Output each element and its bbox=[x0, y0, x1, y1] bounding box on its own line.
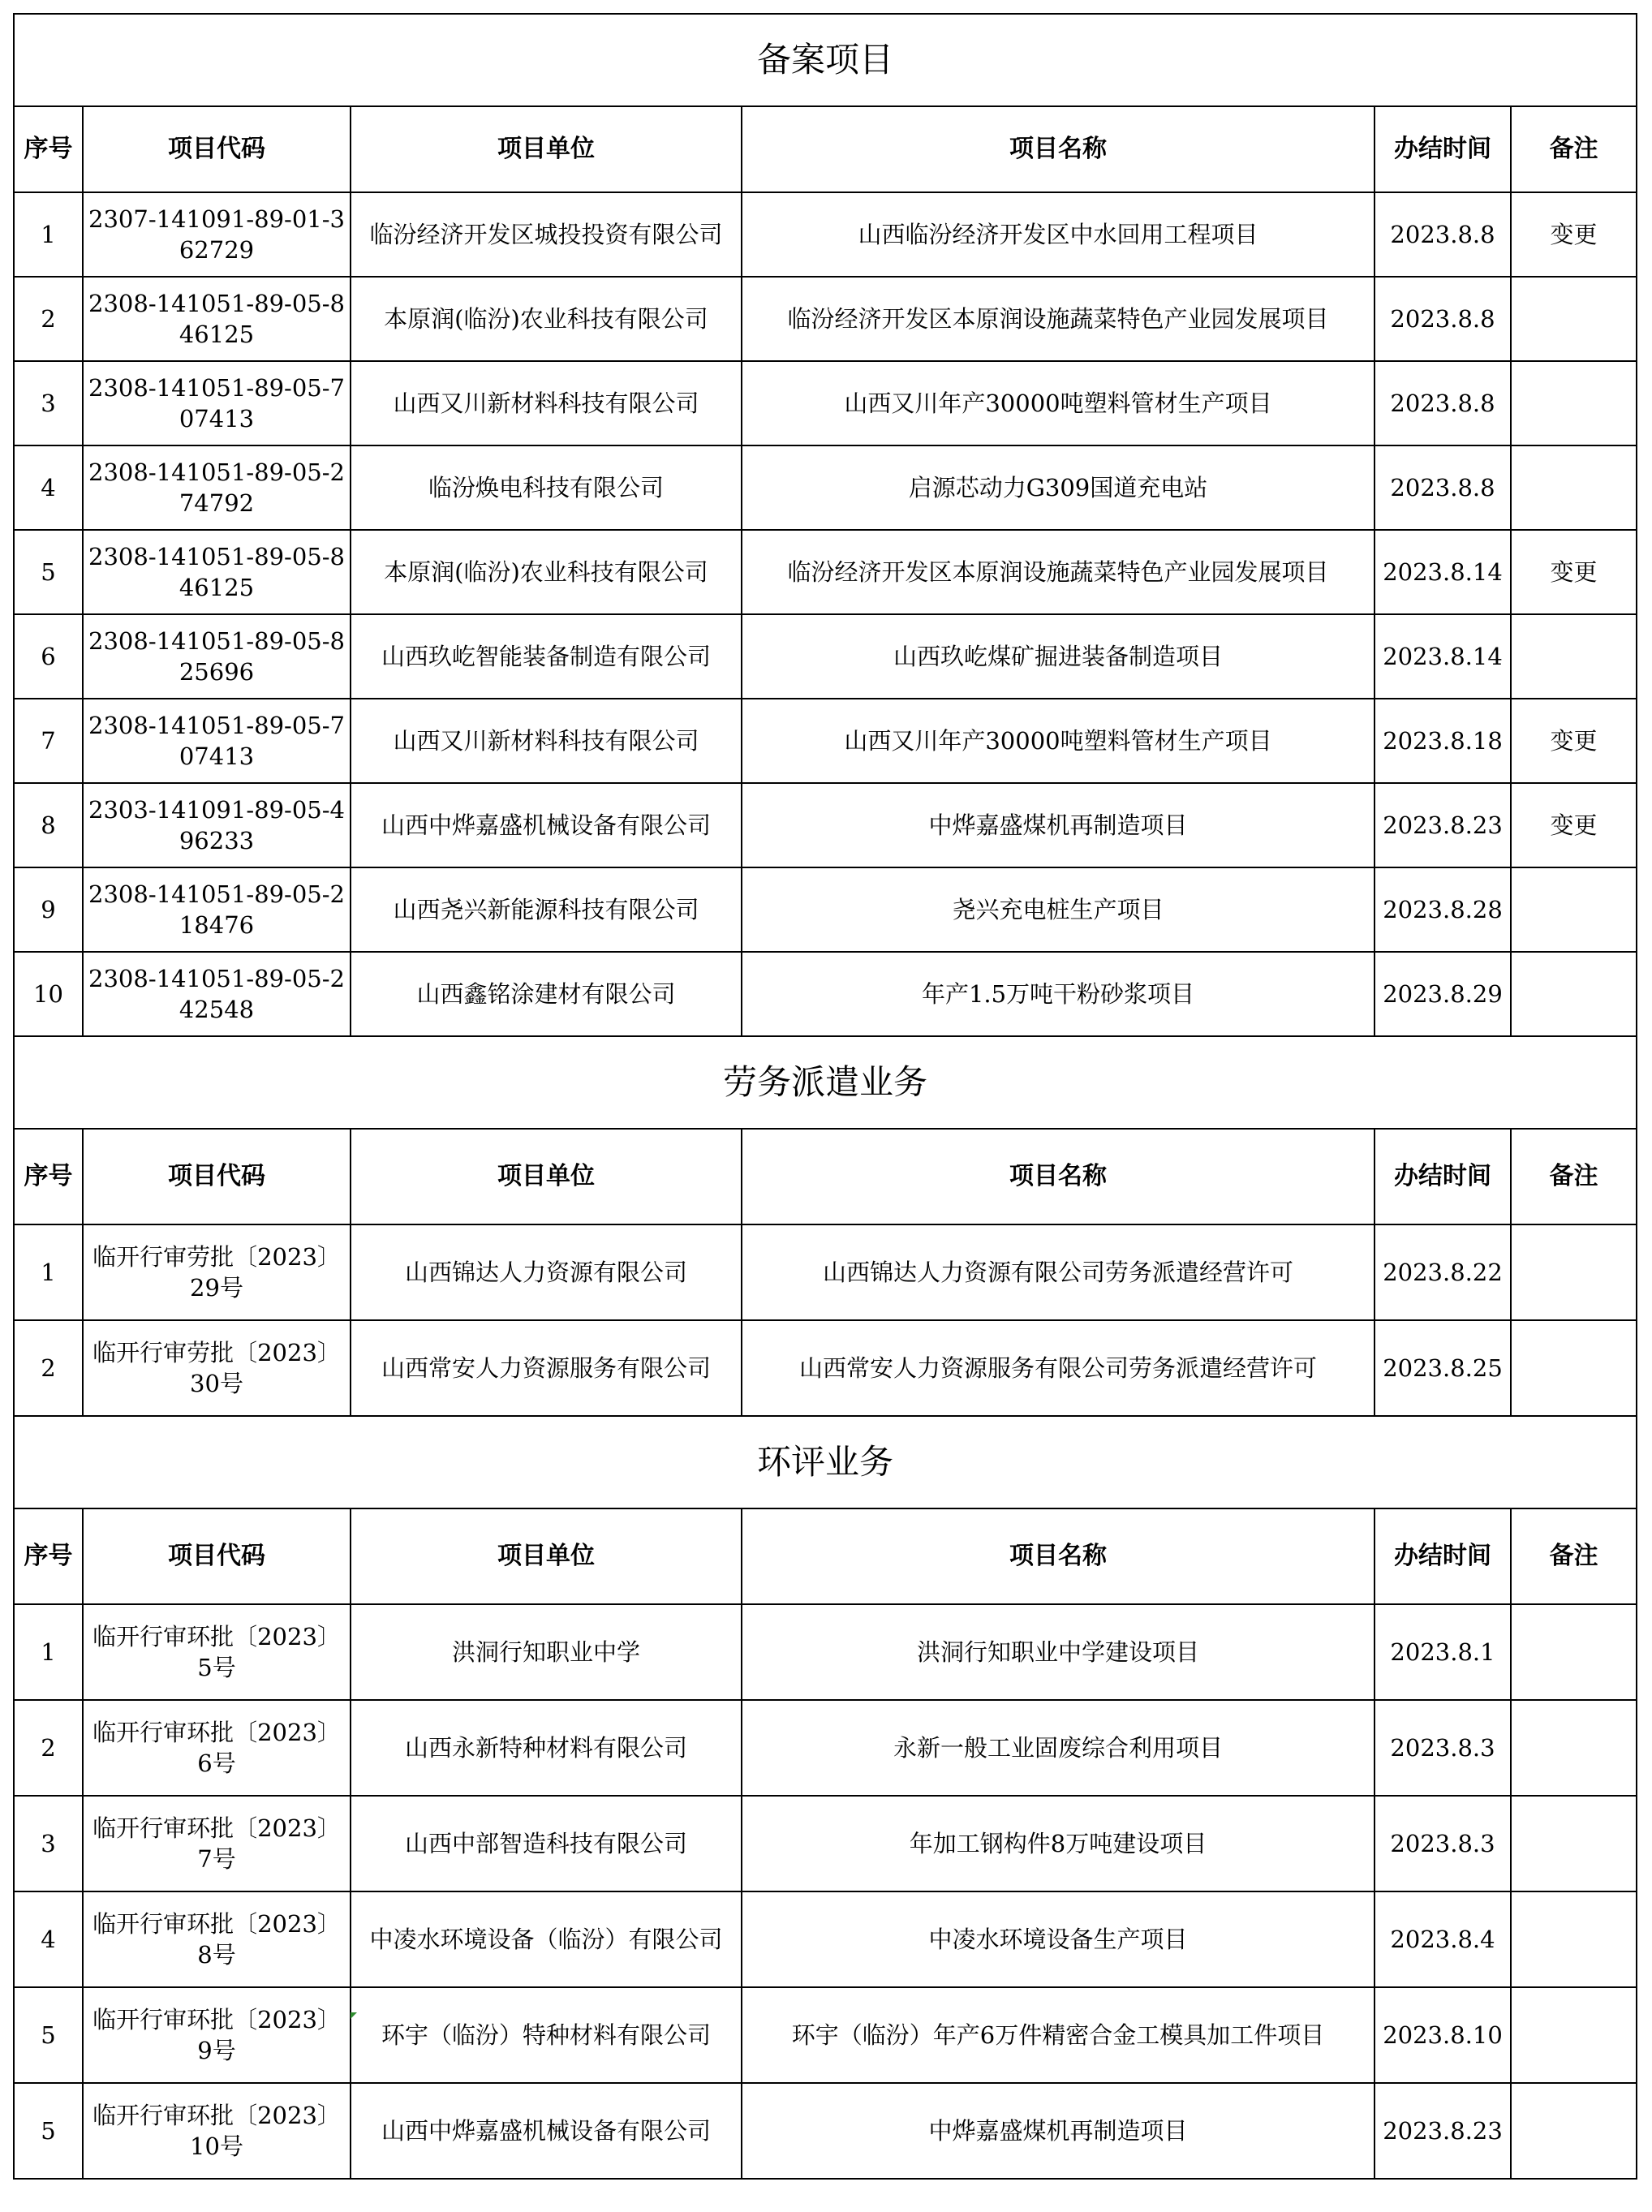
section-title-row bbox=[14, 1416, 1637, 1508]
column-header-code: 项目代码 bbox=[83, 106, 351, 192]
cell-unit: 山西永新特种材料有限公司 bbox=[351, 1700, 742, 1796]
cell-seq: 2 bbox=[14, 1320, 83, 1416]
cell-name: 山西玖屹煤矿掘进装备制造项目 bbox=[742, 614, 1375, 699]
cell-date: 2023.8.28 bbox=[1375, 867, 1511, 952]
cell-code: 2308-141051-89-05-846125 bbox=[83, 530, 351, 614]
cell-seq: 6 bbox=[14, 614, 83, 699]
table-row bbox=[14, 192, 1637, 277]
column-header-note: 备注 bbox=[1511, 1508, 1637, 1604]
cell-code: 2308-141051-89-05-707413 bbox=[83, 699, 351, 783]
cell-seq: 2 bbox=[14, 1700, 83, 1796]
cell-name: 山西常安人力资源服务有限公司劳务派遣经营许可 bbox=[742, 1320, 1375, 1416]
cell-unit: 临汾经济开发区城投投资有限公司 bbox=[351, 192, 742, 277]
table-row bbox=[14, 1796, 1637, 1891]
column-header-unit: 项目单位 bbox=[351, 106, 742, 192]
cell-date: 2023.8.3 bbox=[1375, 1796, 1511, 1891]
section-title-row bbox=[14, 1036, 1637, 1129]
cell-name: 山西锦达人力资源有限公司劳务派遣经营许可 bbox=[742, 1224, 1375, 1320]
cell-date: 2023.8.18 bbox=[1375, 699, 1511, 783]
cell-note bbox=[1511, 361, 1637, 445]
cell-code: 2308-141051-89-05-242548 bbox=[83, 952, 351, 1036]
cell-code: 2308-141051-89-05-274792 bbox=[83, 445, 351, 530]
column-header-date: 办结时间 bbox=[1375, 1129, 1511, 1224]
cell-unit: 山西鑫铭涂建材有限公司 bbox=[351, 952, 742, 1036]
cell-code: 临开行审环批〔2023〕8号 bbox=[83, 1891, 351, 1987]
cell-date: 2023.8.25 bbox=[1375, 1320, 1511, 1416]
cell-date: 2023.8.23 bbox=[1375, 783, 1511, 867]
table-row bbox=[14, 530, 1637, 614]
cell-name: 中烨嘉盛煤机再制造项目 bbox=[742, 783, 1375, 867]
approval-table bbox=[13, 13, 1637, 2180]
cell-code: 临开行审环批〔2023〕9号 bbox=[83, 1987, 351, 2083]
column-header-name: 项目名称 bbox=[742, 1508, 1375, 1604]
cell-code: 2308-141051-89-05-846125 bbox=[83, 277, 351, 361]
cell-seq: 3 bbox=[14, 361, 83, 445]
cell-note bbox=[1511, 1224, 1637, 1320]
column-header-code: 项目代码 bbox=[83, 1129, 351, 1224]
cell-seq: 4 bbox=[14, 445, 83, 530]
cell-date: 2023.8.14 bbox=[1375, 530, 1511, 614]
cell-note bbox=[1511, 952, 1637, 1036]
cell-note bbox=[1511, 1796, 1637, 1891]
table-row bbox=[14, 952, 1637, 1036]
cell-unit: 山西又川新材料科技有限公司 bbox=[351, 361, 742, 445]
cell-date: 2023.8.23 bbox=[1375, 2083, 1511, 2179]
cell-name: 山西又川年产30000吨塑料管材生产项目 bbox=[742, 361, 1375, 445]
header-row bbox=[14, 1129, 1637, 1224]
cell-seq: 3 bbox=[14, 1796, 83, 1891]
cell-seq: 7 bbox=[14, 699, 83, 783]
cell-date: 2023.8.8 bbox=[1375, 277, 1511, 361]
cell-date: 2023.8.22 bbox=[1375, 1224, 1511, 1320]
table-row bbox=[14, 1320, 1637, 1416]
table-row bbox=[14, 1987, 1637, 2083]
cell-seq: 5 bbox=[14, 530, 83, 614]
section-title: 劳务派遣业务 bbox=[14, 1036, 1637, 1129]
cell-note: 变更 bbox=[1511, 192, 1637, 277]
cell-date: 2023.8.8 bbox=[1375, 445, 1511, 530]
cell-unit: 山西中部智造科技有限公司 bbox=[351, 1796, 742, 1891]
cell-unit: 山西中烨嘉盛机械设备有限公司 bbox=[351, 783, 742, 867]
cell-date: 2023.8.29 bbox=[1375, 952, 1511, 1036]
cell-code: 临开行审环批〔2023〕7号 bbox=[83, 1796, 351, 1891]
table-row bbox=[14, 867, 1637, 952]
table-row bbox=[14, 2083, 1637, 2179]
cell-seq: 1 bbox=[14, 1604, 83, 1700]
cell-code: 临开行审环批〔2023〕10号 bbox=[83, 2083, 351, 2179]
column-header-unit: 项目单位 bbox=[351, 1508, 742, 1604]
cell-date: 2023.8.14 bbox=[1375, 614, 1511, 699]
cell-name: 中烨嘉盛煤机再制造项目 bbox=[742, 2083, 1375, 2179]
cell-note: 变更 bbox=[1511, 699, 1637, 783]
cell-name: 年产1.5万吨干粉砂浆项目 bbox=[742, 952, 1375, 1036]
cell-unit: 洪洞行知职业中学 bbox=[351, 1604, 742, 1700]
header-row bbox=[14, 106, 1637, 192]
column-header-name: 项目名称 bbox=[742, 1129, 1375, 1224]
cell-date: 2023.8.3 bbox=[1375, 1700, 1511, 1796]
column-header-seq: 序号 bbox=[14, 1129, 83, 1224]
cell-name: 中凌水环境设备生产项目 bbox=[742, 1891, 1375, 1987]
cell-name: 洪洞行知职业中学建设项目 bbox=[742, 1604, 1375, 1700]
column-header-date: 办结时间 bbox=[1375, 106, 1511, 192]
cell-seq: 5 bbox=[14, 2083, 83, 2179]
cell-unit: 山西常安人力资源服务有限公司 bbox=[351, 1320, 742, 1416]
table-row bbox=[14, 361, 1637, 445]
cell-name: 启源芯动力G309国道充电站 bbox=[742, 445, 1375, 530]
cell-unit: 环宇（临汾）特种材料有限公司 bbox=[351, 1987, 742, 2083]
cell-note bbox=[1511, 867, 1637, 952]
table-row bbox=[14, 1700, 1637, 1796]
cell-code: 临开行审环批〔2023〕5号 bbox=[83, 1604, 351, 1700]
table-row bbox=[14, 699, 1637, 783]
cell-date: 2023.8.8 bbox=[1375, 192, 1511, 277]
cell-date: 2023.8.1 bbox=[1375, 1604, 1511, 1700]
cell-unit: 山西中烨嘉盛机械设备有限公司 bbox=[351, 2083, 742, 2179]
cell-date: 2023.8.4 bbox=[1375, 1891, 1511, 1987]
column-header-seq: 序号 bbox=[14, 1508, 83, 1604]
section-title: 备案项目 bbox=[14, 14, 1637, 106]
header-row bbox=[14, 1508, 1637, 1604]
cell-code: 2308-141051-89-05-218476 bbox=[83, 867, 351, 952]
cell-code: 临开行审环批〔2023〕6号 bbox=[83, 1700, 351, 1796]
column-header-seq: 序号 bbox=[14, 106, 83, 192]
cell-unit: 本原润(临汾)农业科技有限公司 bbox=[351, 530, 742, 614]
cell-note bbox=[1511, 1700, 1637, 1796]
cell-code: 2308-141051-89-05-707413 bbox=[83, 361, 351, 445]
cell-name: 年加工钢构件8万吨建设项目 bbox=[742, 1796, 1375, 1891]
cell-seq: 1 bbox=[14, 192, 83, 277]
cell-note bbox=[1511, 1891, 1637, 1987]
column-header-note: 备注 bbox=[1511, 106, 1637, 192]
cell-name: 临汾经济开发区本原润设施蔬菜特色产业园发展项目 bbox=[742, 277, 1375, 361]
cell-unit: 本原润(临汾)农业科技有限公司 bbox=[351, 277, 742, 361]
cell-name: 环宇（临汾）年产6万件精密合金工模具加工件项目 bbox=[742, 1987, 1375, 2083]
cell-date: 2023.8.10 bbox=[1375, 1987, 1511, 2083]
column-header-unit: 项目单位 bbox=[351, 1129, 742, 1224]
column-header-code: 项目代码 bbox=[83, 1508, 351, 1604]
cell-unit: 山西尧兴新能源科技有限公司 bbox=[351, 867, 742, 952]
cell-code: 临开行审劳批〔2023〕30号 bbox=[83, 1320, 351, 1416]
cell-name: 山西临汾经济开发区中水回用工程项目 bbox=[742, 192, 1375, 277]
cell-unit: 山西又川新材料科技有限公司 bbox=[351, 699, 742, 783]
cell-name: 临汾经济开发区本原润设施蔬菜特色产业园发展项目 bbox=[742, 530, 1375, 614]
cell-note bbox=[1511, 1987, 1637, 2083]
table-row bbox=[14, 1604, 1637, 1700]
cell-seq: 4 bbox=[14, 1891, 83, 1987]
table-row bbox=[14, 614, 1637, 699]
cell-note bbox=[1511, 1320, 1637, 1416]
cell-note bbox=[1511, 445, 1637, 530]
cell-note bbox=[1511, 277, 1637, 361]
cell-note: 变更 bbox=[1511, 530, 1637, 614]
column-header-date: 办结时间 bbox=[1375, 1508, 1511, 1604]
cell-unit: 中凌水环境设备（临汾）有限公司 bbox=[351, 1891, 742, 1987]
cell-seq: 1 bbox=[14, 1224, 83, 1320]
cell-name: 尧兴充电桩生产项目 bbox=[742, 867, 1375, 952]
column-header-note: 备注 bbox=[1511, 1129, 1637, 1224]
cell-unit: 临汾焕电科技有限公司 bbox=[351, 445, 742, 530]
cell-name: 山西又川年产30000吨塑料管材生产项目 bbox=[742, 699, 1375, 783]
cell-code: 2308-141051-89-05-825696 bbox=[83, 614, 351, 699]
cell-date: 2023.8.8 bbox=[1375, 361, 1511, 445]
cell-seq: 9 bbox=[14, 867, 83, 952]
cell-comment-marker bbox=[351, 2012, 357, 2019]
table-row bbox=[14, 1224, 1637, 1320]
column-header-name: 项目名称 bbox=[742, 106, 1375, 192]
table-body bbox=[14, 14, 1637, 2179]
cell-seq: 2 bbox=[14, 277, 83, 361]
section-title: 环评业务 bbox=[14, 1416, 1637, 1508]
cell-seq: 10 bbox=[14, 952, 83, 1036]
cell-note bbox=[1511, 1604, 1637, 1700]
section-title-row bbox=[14, 14, 1637, 106]
cell-note bbox=[1511, 614, 1637, 699]
cell-seq: 8 bbox=[14, 783, 83, 867]
table-row bbox=[14, 1891, 1637, 1987]
table-row bbox=[14, 277, 1637, 361]
cell-note bbox=[1511, 2083, 1637, 2179]
cell-name: 永新一般工业固废综合利用项目 bbox=[742, 1700, 1375, 1796]
cell-note: 变更 bbox=[1511, 783, 1637, 867]
cell-unit: 山西玖屹智能装备制造有限公司 bbox=[351, 614, 742, 699]
cell-code: 2307-141091-89-01-362729 bbox=[83, 192, 351, 277]
table-row bbox=[14, 445, 1637, 530]
table-row bbox=[14, 783, 1637, 867]
cell-code: 临开行审劳批〔2023〕29号 bbox=[83, 1224, 351, 1320]
cell-unit: 山西锦达人力资源有限公司 bbox=[351, 1224, 742, 1320]
cell-code: 2303-141091-89-05-496233 bbox=[83, 783, 351, 867]
cell-seq: 5 bbox=[14, 1987, 83, 2083]
